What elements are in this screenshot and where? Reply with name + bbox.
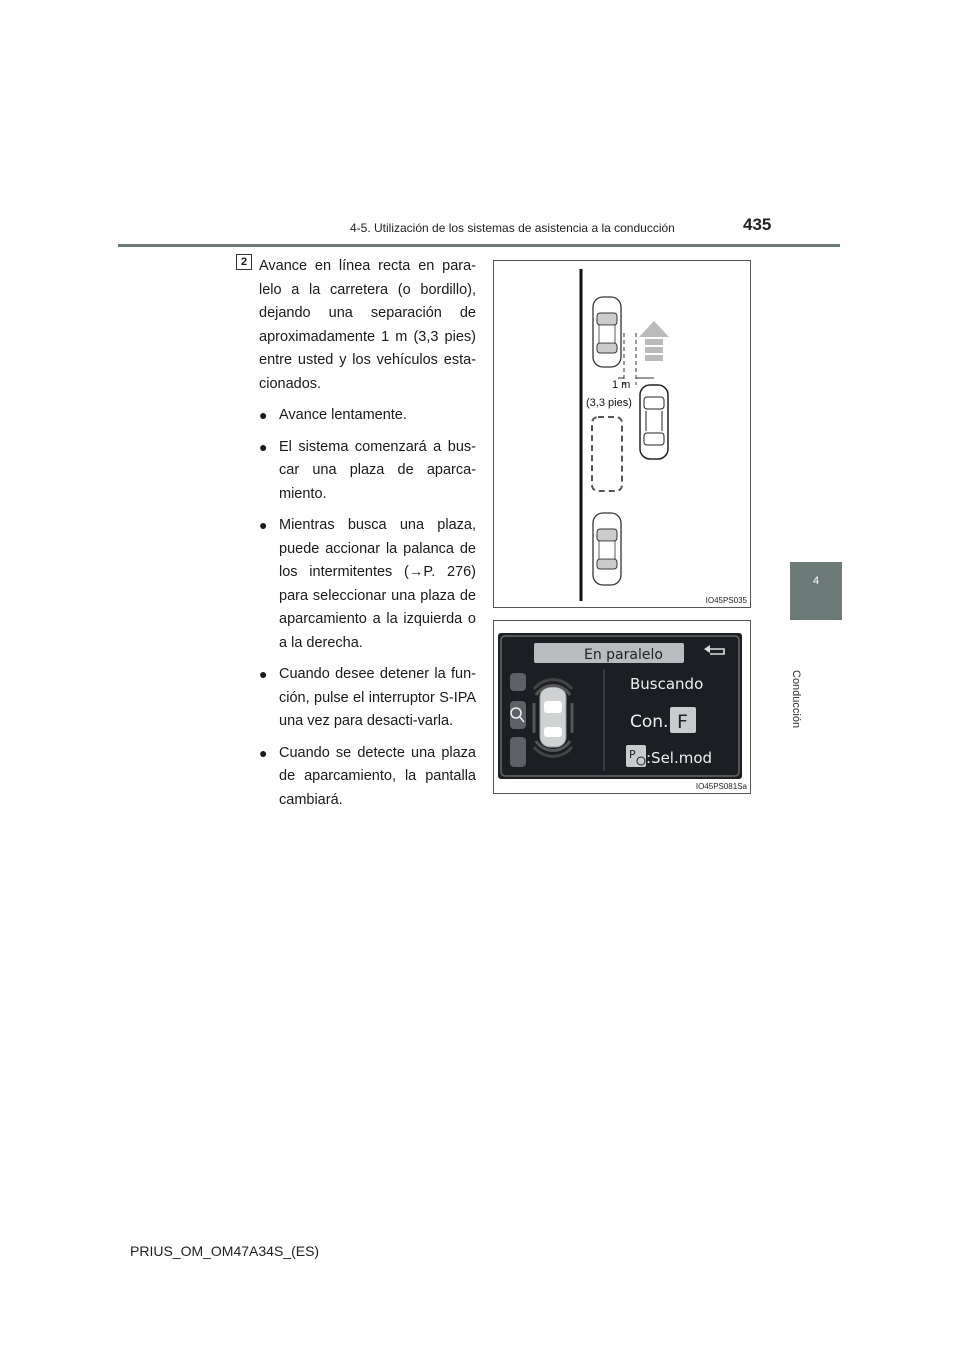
- footer-doc-id: PRIUS_OM_OM47A34S_(ES): [130, 1243, 320, 1259]
- bullet-item: ● Avance lentamente.: [259, 404, 476, 428]
- chapter-label-container: [780, 670, 820, 790]
- display-screen-svg: [498, 633, 742, 779]
- bullet-icon: ●: [259, 744, 268, 761]
- step-number: 2: [236, 254, 252, 270]
- bullet-item: ● Cuando desee detener la fun-ción, pulse el interruptor S-IPA una vez para desacti-varla.: [259, 663, 476, 734]
- section-title: 4-5. Utilización de los sistemas de asistencia a la conducción: [350, 221, 675, 235]
- parking-diagram-svg: [494, 261, 750, 607]
- back-icon: [704, 645, 724, 654]
- select-mode-label: :Sel.mod: [646, 749, 713, 767]
- figure-code: IO45PS081Sa: [695, 782, 747, 791]
- parked-car-bottom-icon: [593, 513, 621, 585]
- chapter-label: Conducción: [790, 670, 802, 729]
- parked-car-top-icon: [593, 297, 621, 367]
- display-screen: [498, 633, 742, 779]
- chapter-tab: [790, 562, 842, 620]
- forward-arrow-icon: [639, 321, 669, 361]
- bullet-icon: ●: [259, 407, 268, 423]
- empty-space-outline: [592, 417, 622, 491]
- bullet-item: ● Mientras busca una plaza, puede accionar la palanca de los intermitentes (→P. 276) para seleccionar una plaza de aparcamiento a la izquierda o a la derecha.: [259, 514, 476, 655]
- status-text: Buscando: [630, 675, 704, 693]
- header-rule: [118, 244, 840, 247]
- chapter-number: 4: [812, 575, 820, 587]
- bullet-icon: ●: [259, 517, 268, 533]
- bullet-item: ● Cuando se detecte una plaza de aparcamiento, la pantalla cambiará.: [259, 742, 476, 813]
- display-figure: [493, 620, 751, 794]
- side-buttons: [510, 673, 526, 767]
- bullet-icon: ●: [259, 666, 268, 682]
- gear-label: F: [677, 711, 688, 733]
- car-sensor-icon: [534, 680, 572, 757]
- page-number: 435: [743, 215, 772, 234]
- distance-label: 1 m: [612, 379, 631, 391]
- step-text: [259, 255, 476, 820]
- figure-code: IO45PS035: [705, 596, 747, 605]
- p-label: P: [629, 748, 636, 761]
- own-car-icon: [640, 385, 668, 459]
- con-label: Con.: [630, 712, 669, 732]
- parking-diagram: [493, 260, 751, 608]
- distance-alt-label: (3,3 pies): [586, 397, 632, 409]
- bullet-icon: ●: [259, 438, 268, 455]
- bullet-item: ● El sistema comenzará a bus-car una plaza de aparca-miento.: [259, 436, 476, 507]
- step-intro: Avance en línea recta en para-lelo a la carretera (o bordillo), dejando una separación de aproximadamente 1 m (3,3 pies) entre usted y los vehículos esta-cionados.: [259, 258, 476, 392]
- mode-title: En paralelo: [584, 647, 663, 663]
